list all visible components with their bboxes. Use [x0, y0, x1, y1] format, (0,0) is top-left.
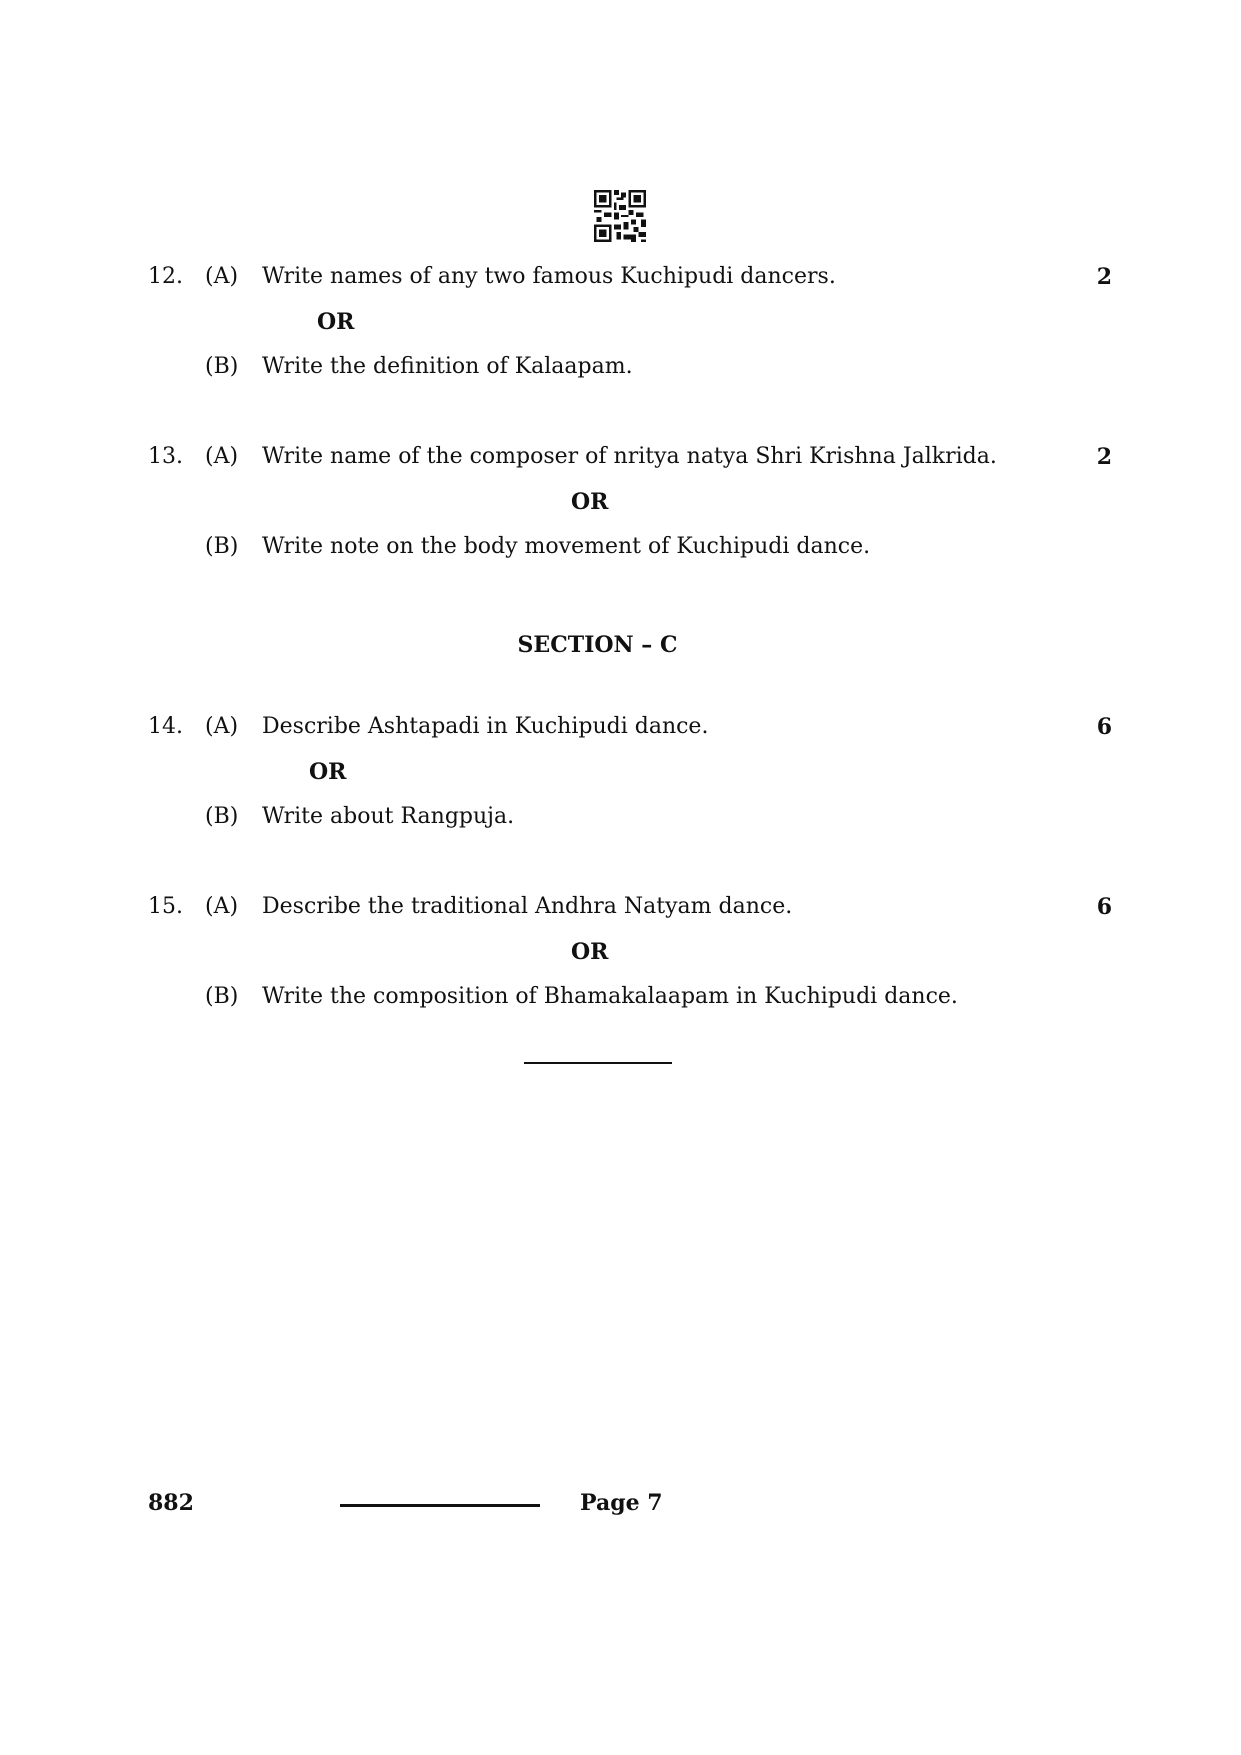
- or-label: OR: [571, 939, 609, 965]
- or-label: OR: [571, 489, 609, 515]
- or-label: OR: [309, 759, 347, 785]
- option-b-label: (B): [205, 354, 239, 379]
- option-a-label: (A): [205, 894, 239, 919]
- option-b-label: (B): [205, 534, 239, 559]
- question-number: 14.: [148, 714, 183, 739]
- footer-divider: [340, 1504, 540, 1507]
- question-marks: 2: [1096, 264, 1112, 290]
- option-a-text: Describe Ashtapadi in Kuchipudi dance.: [262, 714, 709, 739]
- option-a-text: Write names of any two famous Kuchipudi dancers.: [262, 264, 836, 289]
- question-marks: 2: [1096, 444, 1112, 470]
- end-divider: [524, 1062, 672, 1064]
- option-a-text: Write name of the composer of nritya natya Shri Krishna Jalkrida.: [262, 444, 997, 469]
- option-b-label: (B): [205, 804, 239, 829]
- option-b-text: Write the definition of Kalaapam.: [262, 354, 633, 379]
- option-b-text: Write note on the body movement of Kuchipudi dance.: [262, 534, 871, 559]
- question-marks: 6: [1096, 714, 1112, 740]
- option-a-label: (A): [205, 714, 239, 739]
- question-marks: 6: [1096, 894, 1112, 920]
- question-number: 15.: [148, 894, 183, 919]
- or-label: OR: [317, 309, 355, 335]
- option-a-label: (A): [205, 264, 239, 289]
- option-a-text: Describe the traditional Andhra Natyam dance.: [262, 894, 793, 919]
- option-b-label: (B): [205, 984, 239, 1009]
- option-b-text: Write the composition of Bhamakalaapam in Kuchipudi dance.: [262, 984, 958, 1009]
- question-number: 12.: [148, 264, 183, 289]
- option-a-label: (A): [205, 444, 239, 469]
- question-number: 13.: [148, 444, 183, 469]
- page-number: Page 7: [580, 1490, 663, 1516]
- section-heading: SECTION – C: [517, 632, 678, 658]
- paper-code: 882: [148, 1490, 194, 1516]
- option-b-text: Write about Rangpuja.: [262, 804, 515, 829]
- qr-code-icon: [594, 190, 646, 242]
